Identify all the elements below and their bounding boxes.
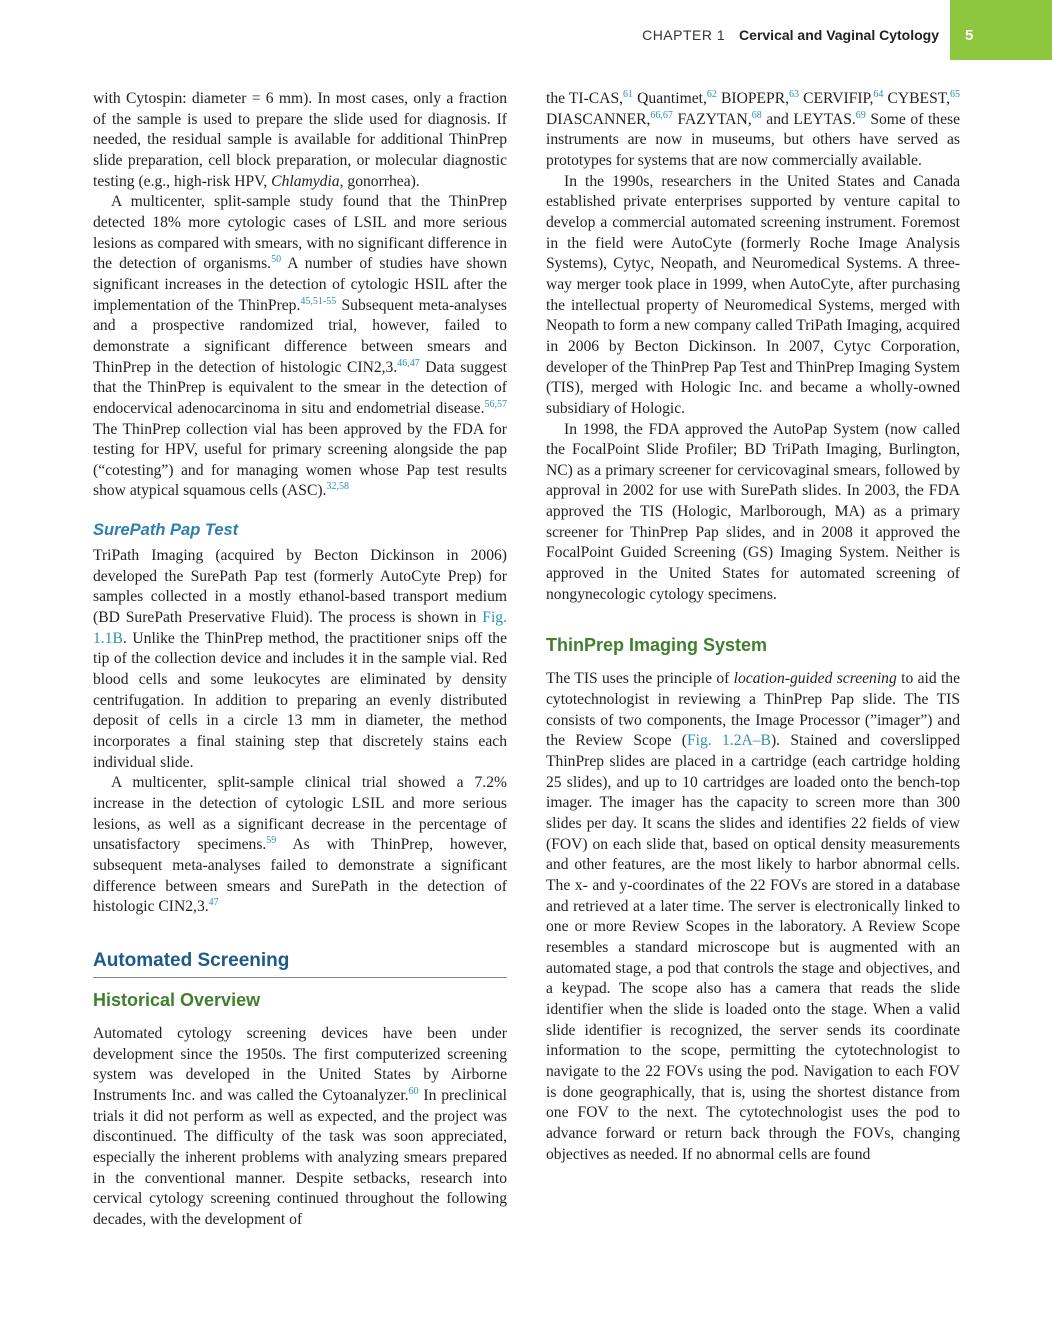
surepath-heading: SurePath Pap Test <box>93 521 239 540</box>
citation[interactable]: 65 <box>950 89 961 100</box>
paragraph: with Cytospin: diameter = 6 mm). In most cases, only a fraction of the sample is used to prepare the slide used for diagnosis. If needed, the residual sample is available for additional ThinPrep slide preparation, cell block preparation, or molecular diagnostic testing (e.g., high-risk HPV, Chlamydia, gonorrhea). <box>93 90 507 190</box>
paragraph: The TIS uses the principle of location-guided screening to aid the cytotechnologist in reviewing a ThinPrep Pap slide. The TIS consists of two components, the Image Processor (”imager”) and the Review Scope (Fig. 1.2A–B). Stained and coverslipped ThinPrep slides are placed in a cartridge (each cartridge holding 25 slides), and up to 10 cartridges are loaded onto the bench-top imager. The imager has the capacity to screen more than 300 slides per day. It scans the slides and identifies 22 fields of view (FOV) on each slide that, based on optical density measurements and other features, are the most likely to harbor abnormal cells. The x- and y-coordinates of the 22 FOVs are stored in a database and retrieved at a later time. The server is electronically linked to one or more Review Scopes in the laboratory. A Review Scope resembles a standard microscope but is augmented with an automated stage, a pod that controls the stage and objectives, and a keypad. The scope also has a camera that reads the slide identifier when the slide is loaded onto the stage. When a valid slide identifier is recognized, the server sends its coordinate information to the scope, permitting the cytotechnologist to navigate to the 22 FOVs using the pod. Navigation to each FOV is done geographically, that is, using the shortest distance from one FOV to the next. The cytotechnologist uses the pod to advance forward or return back through the FOVs, changing objectives as needed. If no abnormal cells are found <box>546 670 961 1163</box>
page-number-tab <box>950 0 1052 60</box>
historical-overview-heading: Historical Overview <box>93 989 261 1010</box>
thinprep-imaging-heading: ThinPrep Imaging System <box>546 635 768 656</box>
right-column <box>546 89 960 1165</box>
automated-screening-heading: Automated Screening <box>93 948 507 978</box>
left-column <box>93 89 507 1231</box>
citation[interactable]: 56,57 <box>484 398 507 410</box>
paragraph: A multicenter, split-sample study found that the ThinPrep detected 18% more cytologic cases of LSIL and more serious lesions as compared with smears, with no significant difference in the detection of organisms.$^{50}$ A number of studies have shown significant increases in the detection of cytologic HSIL after the implementation of the ThinPrep.$^{45,51-55}$ Subsequent meta-analyses and a prospective randomized trial, however, failed to demonstrate a significant difference between smears and ThinPrep in the detection of histologic CIN2,3.$^{46,47}$ Data suggest that the ThinPrep is equivalent to the smear in the detection of endocervical adenocarcinoma in situ and endometrial disease.$^{56,57}$ The ThinPrep collection vial has been approved by the FDA for testing for HPV, useful for primary screening alongside the pap (“cotesting”) and for managing women whose Pap test results show atypical squamous cells (ASC).$^{32,58}$ <box>93 193 508 500</box>
citation[interactable]: 60 <box>408 1085 419 1097</box>
figure-link[interactable]: Fig. 1.1B <box>93 609 507 647</box>
citation[interactable]: 66,67 <box>650 109 673 121</box>
paragraph: Automated cytology screening devices have been under development since the 1950s. The first computerized screening system was developed in the United States by Airborne Instruments Inc. and was called the Cytoanalyzer.$^{60}$ In preclinical trials it did not perform as well as expected, and the project was discontinued. The difficulty of the task was soon appreciated, especially the inherent problems with analyzing smears prepared in the conventional manner. Despite setbacks, research into cervical cytology screening continued throughout the following decades, with the development of <box>93 1024 507 1228</box>
citation[interactable]: 68 <box>751 109 762 121</box>
chapter-title: Cervical and Vaginal Cytology <box>739 27 939 43</box>
paragraph: TriPath Imaging (acquired by Becton Dickinson in 2006) developed the SurePath Pap test (formerly AutoCyte Prep) for samples collected in a mostly ethanol-based transport medium (BD SurePath Preservative Fluid). The process is shown in Fig. 1.1B. Unlike the ThinPrep method, the practitioner snips off the tip of the collection device and includes it in the sample vial. Red blood cells and some leukocytes are eliminated by density centrifugation. In addition to preparing an evenly distributed deposit of cells in a circle 13 mm in diameter, the method incorporates a final staining step that discretely stains each individual slide. <box>93 547 507 771</box>
citation[interactable]: 63 <box>789 89 800 100</box>
chapter-label: CHAPTER 1 <box>642 27 726 43</box>
paragraph: In the 1990s, researchers in the United States and Canada established private enterprises supported by venture capital to develop a commercial automated screening instrument. Foremost in the field were AutoCyte (formerly Roche Image Analysis Systems), Cytyc, Neopath, and Neuromedical Systems. A three-way merger took place in 1999, when AutoCyte, after purchasing the intellectual property of Neuromedical Systems, merged with Neopath to form a new company called TriPath Imaging, acquired in 2006 by Becton Dickinson. In 2007, Cytyc Corporation, developer of the ThinPrep Pap Test and ThinPrep Imaging System (TIS), merged with Hologic Inc. and became a wholly-owned subsidiary of Hologic. <box>546 172 960 417</box>
citation[interactable]: 61 <box>623 89 634 100</box>
running-header <box>642 27 939 43</box>
citation[interactable]: 69 <box>855 109 866 121</box>
citation[interactable]: 45,51-55 <box>300 295 337 307</box>
paragraph: A multicenter, split-sample clinical trial showed a 7.2% increase in the detection of cytologic LSIL and more serious lesions, as well as a significant decrease in the percentage of unsatisfactory specimens.$^{59}$ As with ThinPrep, however, subsequent meta-analyses failed to demonstrate a significant difference between smears and SurePath in the detection of histologic CIN2,3.47 <box>93 774 507 916</box>
citation[interactable]: 64 <box>873 89 884 100</box>
paragraph: In 1998, the FDA approved the AutoPap System (now called the FocalPoint Slide Profiler; BD TriPath Imaging, Burlington, NC) as a primary screener for cervicovaginal smears, followed by approval in 2002 for use with SurePath slides. In 2003, the FDA approved the TIS (Hologic, Marlborough, MA) as a primary screener for ThinPrep Pap slides, and in 2008 it approved the FocalPoint Guided Screening (GS) Imaging System. Neither is approved in the United States for automated screening of nongynecologic cytology specimens. <box>546 420 960 603</box>
paragraph: the TI-CAS,$^{61}$ Quantimet,$^{62}$ BIOPEPR,$^{63}$ CERVIFIP,$^{64}$ CYBEST,$^{65}$ DIASCANNER,$^{66,67}$ FAZYTAN,$^{68}$ and LEYTAS.$^{69}$ Some of these instruments are now in museums, but others have served as prototypes for systems that are now commercially available. <box>546 89 961 169</box>
citation[interactable]: 46,47 <box>397 357 420 369</box>
citation[interactable]: 32,58 <box>326 481 349 493</box>
citation[interactable]: 59 <box>266 835 277 847</box>
figure-link[interactable]: Fig. 1.2A–B <box>686 732 771 750</box>
citation[interactable]: 47 <box>208 897 219 909</box>
citation[interactable]: 50 <box>271 254 282 266</box>
citation[interactable]: 62 <box>706 89 717 100</box>
page-number: 5 <box>965 27 974 44</box>
